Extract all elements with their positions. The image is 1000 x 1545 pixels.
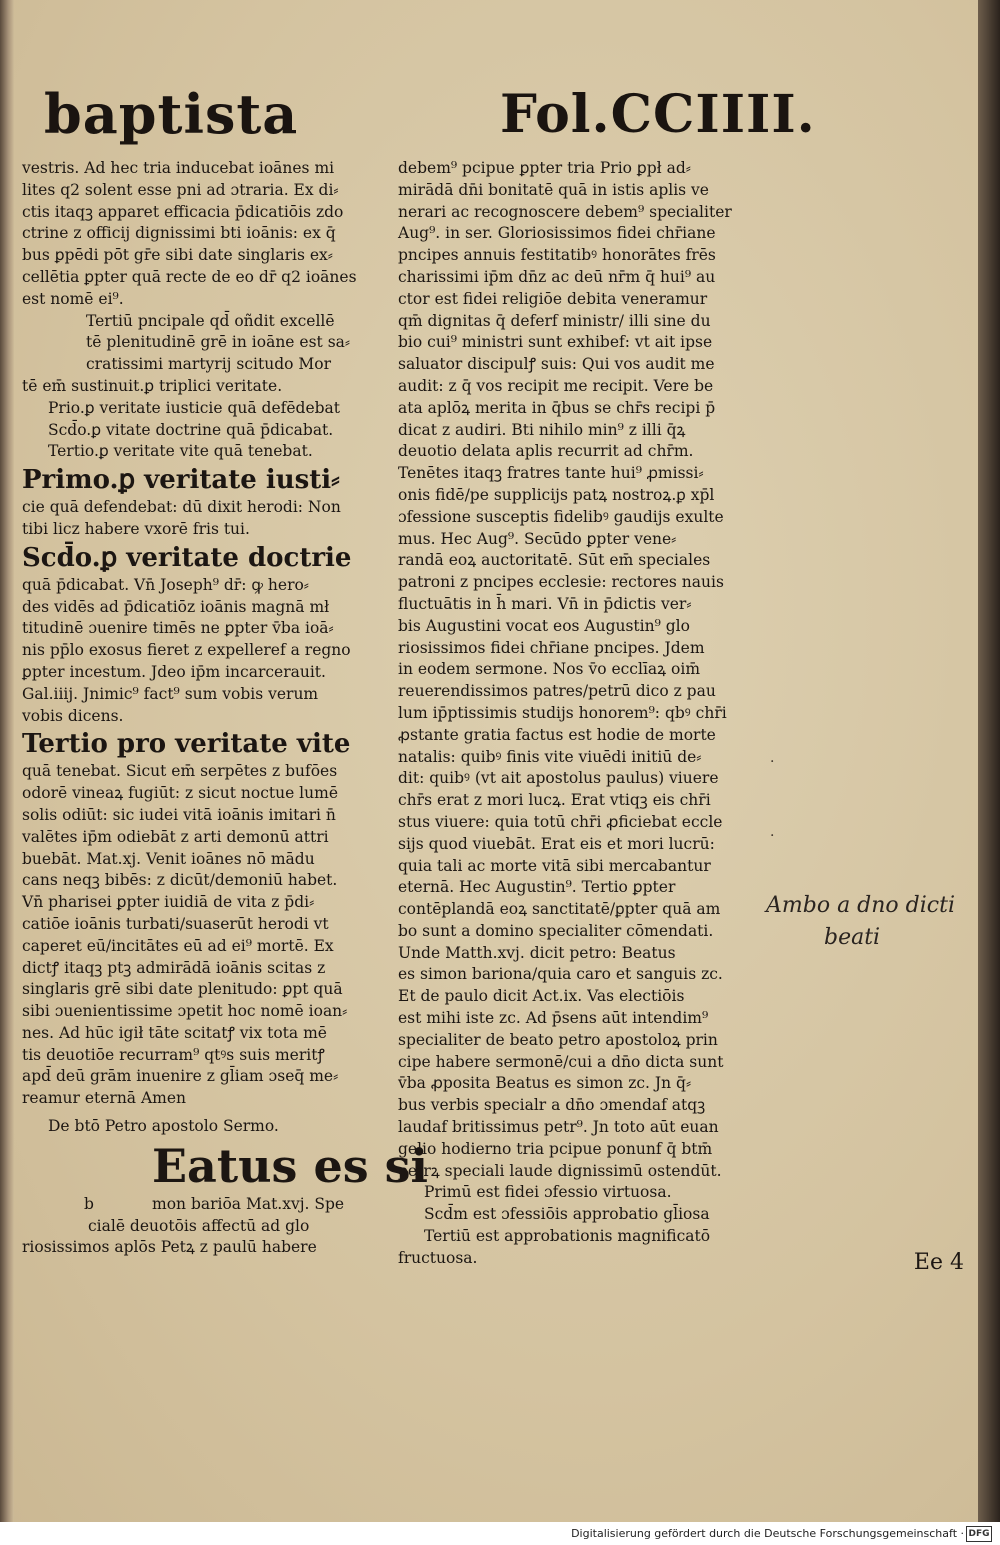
- text-line: dicat z audiri. Bti nihilo min⁹ z illi q̄ꝝ: [398, 420, 686, 439]
- text-line: chr̄s erat z mori lucꝝ. Erat vtiqꝫ eis chr̄i: [398, 791, 711, 810]
- folio-number: Fol.CCIIII.: [500, 84, 816, 145]
- text-line: bio cui⁹ ministri sunt exhibef: vt ait ipse: [398, 333, 713, 352]
- text-line: quā p̄dicabat. Vn̄ Joseph⁹ dr̄: ꝙ hero⸗: [22, 575, 309, 594]
- text-line: caperet eū/incitātes eū ad ei⁹ mortē. Ex: [22, 936, 334, 955]
- text-line: cans neqꝫ bibēs: z dicūt/demoniū habet.: [22, 871, 338, 890]
- text-line: specialiter de beato petro apostoloꝝ prin: [398, 1030, 718, 1049]
- text-line: charissimi ip̄m dn̄z ac deū nr̄m q̄ hui⁹ au: [398, 267, 716, 286]
- signature-mark: Ee 4: [913, 1250, 964, 1275]
- text-line: bis Augustini vocat eos Augustin⁹ glo: [398, 616, 690, 635]
- text-line: titudinē ɔuenire timēs ne ꝑpter v̄ba ioā⸗: [22, 619, 334, 638]
- text-line: vestris. Ad hec tria inducebat ioānes mi: [22, 159, 335, 177]
- text-line: qm̄ dignitas q̄ deferf ministr/ illi sine du: [398, 311, 711, 330]
- dfg-logo-icon: DFG: [966, 1526, 992, 1542]
- text-line: catiōe ioānis turbati/suaserūt herodi vt: [22, 914, 329, 933]
- text-line: audit: z q̄ vos recipit me recipit. Vere be: [398, 376, 714, 395]
- text-line: ctrine z officij dignissimi bti ioānis: ex q̄: [22, 224, 336, 243]
- text-line: fluctuātis in h̄ mari. Vn̄ in p̄dictis ver⸗: [398, 594, 692, 613]
- text-line: debem⁹ pcipue ꝑpter tria Prio ꝑpł ad⸗: [398, 159, 691, 177]
- text-line: fructuosa.: [398, 1248, 478, 1267]
- text-line: tē plenitudinē grē in ioāne est sa⸗: [86, 333, 351, 352]
- text-line: valētes ip̄m odiebāt z arti demonū attri: [22, 827, 329, 846]
- text-line: cialē deuotōis affectū ad glo: [88, 1216, 310, 1235]
- text-line: sibi ɔuenientissime ɔpetit hoc nomē ioan⸗: [22, 1002, 348, 1021]
- text-line: cipe habere sermonē/cui a dn̄o dicta sunt: [398, 1052, 724, 1071]
- text-line: Vn̄ pharisei ꝑpter iuidiā de vita z p̄di⸗: [22, 893, 315, 912]
- text-line: quā tenebat. Sicut em̄ serpētes z bufōes: [22, 762, 338, 781]
- text-line: est mihi iste zc. Ad p̄sens aūt intendim⁹: [398, 1009, 709, 1028]
- text-line: apd̄ deū grām inuenire z gl̄iam ɔseq̄ me⸗: [22, 1067, 339, 1086]
- text-line: reamur eternā Amen: [22, 1089, 187, 1108]
- marginal-annotation-line: Ambo a dno dicti: [766, 893, 955, 918]
- text-line: Tertiū est approbationis magnificatō: [424, 1227, 711, 1246]
- text-line: Et de paulo dicit Act.ix. Vas electiōis: [398, 987, 685, 1006]
- text-line: stus viuere: quia totū chr̄i ꝓficiebat eccle: [398, 812, 723, 831]
- text-line: saluator discipulꝭ suis: Qui vos audit me: [398, 355, 715, 374]
- section-heading: Scd̄o.ꝑ veritate doctrie: [22, 542, 352, 573]
- text-line: b mon bariōa Mat.xvj. Spe: [22, 1194, 394, 1216]
- sermon-incipit: Eatus es si: [152, 1138, 429, 1193]
- text-line: laudaf britissimus petr⁹. Jn toto aūt euan: [398, 1118, 719, 1137]
- text-line: solis odiūt: sic iudei vitā ioānis imitari n̄: [22, 805, 336, 824]
- section-heading: Tertio pro veritate vite: [22, 729, 351, 760]
- text-line: Tertio.ꝑ veritate vite quā tenebat.: [48, 442, 313, 461]
- text-line: riosissimos aplōs Petꝝ z paulū habere: [22, 1238, 317, 1257]
- text-line: nerari ac recognoscere debem⁹ specialiter: [398, 202, 732, 221]
- page-edge: [978, 0, 1000, 1522]
- text-line: bus verbis specialr a dn̄o ɔmendaf atqꝫ: [398, 1096, 706, 1115]
- text-line: mus. Hec Aug⁹. Secūdo ꝑpter vene⸗: [398, 529, 677, 548]
- text-line: singlaris grē sibi date plenitudo: ꝑpt quā: [22, 980, 343, 999]
- running-head-left: baptista: [44, 82, 299, 146]
- text-line: ctor est fidei religiōe debita veneramur: [398, 289, 708, 308]
- text-line: ꝓstante gratia factus est hodie de morte: [398, 725, 716, 744]
- text-line: onis fidē/pe supplicijs patꝝ nostroꝝ.ꝑ xp̄l: [398, 485, 715, 504]
- text-line: gelio hodierno tria pcipue ponunf q̄ btm̄: [398, 1139, 713, 1158]
- text-line: petrꝝ speciali laude dignissimū ostendūt.: [398, 1161, 722, 1180]
- text-line: reuerendissimos patres/petrū dico z pau: [398, 682, 716, 701]
- text-line: tē em̄ sustinuit.ꝑ triplici veritate.: [22, 376, 283, 395]
- initial-guide-letter: b: [84, 1194, 94, 1213]
- text-line: patroni z pncipes ecclesie: rectores nauis: [398, 573, 724, 592]
- text-line: bus ꝑpēdi pōt gr̄e sibi date singlaris ex⸗: [22, 246, 333, 265]
- text-line: ꝑpter incestum. Jdeo ip̄m incarcerauit.: [22, 662, 326, 681]
- text-line: nis pp̄lo exosus fieret z expelleref a regno: [22, 641, 351, 660]
- text-line: tibi licz habere vxorē fris tui.: [22, 519, 250, 538]
- text-line: dictꝭ itaqꝫ ptꝫ admirādā ioānis scitas z: [22, 958, 326, 977]
- marginal-annotation: [766, 890, 966, 954]
- text-line: ata aplōꝝ merita in q̄bus se chr̄s recipi p̄: [398, 398, 716, 417]
- text-line: sijs quod viuebāt. Erat eis et mori lucrū:: [398, 834, 715, 853]
- text-line: contēplandā eoꝝ sanctitatē/ꝑpter quā am: [398, 900, 721, 919]
- text-line: Prio.ꝑ veritate iusticie quā defēdebat: [48, 398, 341, 417]
- text-line: v̄ba ꝓposita Beatus es simon zc. Jn q̄⸗: [398, 1074, 692, 1093]
- text-line: cratissimi martyrij scitudo Mor: [86, 355, 331, 374]
- right-column: [398, 158, 768, 1270]
- text-line: es simon bariona/quia caro et sanguis zc.: [398, 965, 723, 984]
- text-line: Unde Matth.xvj. dicit petro: Beatus: [398, 943, 676, 962]
- marginal-annotation-line: beati: [824, 925, 881, 950]
- footer-credit: Digitalisierung gefördert durch die Deutsche Forschungsgemeinschaft ·: [571, 1527, 964, 1540]
- text-line: Scd̄m est ɔfessiōis approbatio gl̄iosa: [424, 1205, 710, 1224]
- text-line: riosissimos fidei chr̄iane pncipes. Jdem: [398, 638, 705, 657]
- text-line: Tertiū pncipale qd̄ oñdit excellē: [86, 311, 335, 330]
- text-line: lites q2 solent esse pni ad ɔtraria. Ex di⸗: [22, 180, 339, 199]
- text-line: dit: quibꝰ (vt ait apostolus paulus) viuere: [398, 769, 719, 788]
- text-line: Primū est fidei ɔfessio virtuosa.: [424, 1183, 672, 1202]
- text-line: cie quā defendebat: dū dixit herodi: Non: [22, 498, 341, 517]
- text-line: eternā. Hec Augustin⁹. Tertio ꝑpter: [398, 878, 676, 897]
- text-line: mirādā dn̄i bonitatē quā in istis aplis ve: [398, 180, 709, 199]
- text-line: odorē vineaꝝ fugiūt: z sicut noctue lumē: [22, 784, 338, 803]
- text-line: pncipes annuis festitatibꝰ honorātes frēs: [398, 246, 716, 265]
- text-line: Aug⁹. in ser. Gloriosissimos fidei chr̄iane: [398, 224, 716, 243]
- left-column: [22, 158, 429, 1259]
- text-line: des vidēs ad p̄dicatiōz ioānis magnā mł: [22, 597, 330, 616]
- text-line: randā eoꝝ auctoritatē. Sūt em̄ speciales: [398, 551, 711, 570]
- text-line: lum ip̄ptissimis studijs honorem⁹: qbꝰ chr̄i: [398, 703, 727, 722]
- text-line: ɔfessione susceptis fidelibꝰ gaudijs exulte: [398, 507, 724, 526]
- text-line: Tenētes itaqꝫ fratres tante hui⁹ ꝓmissi⸗: [398, 464, 704, 483]
- text-line: natalis: quibꝰ finis vite viuēdi initiū de⸗: [398, 747, 702, 766]
- section-heading: Primo.ꝑ veritate iusti⸗: [22, 465, 340, 496]
- text-line: in eodem sermone. Nos v̄o ecclīaꝝ oim̄: [398, 660, 701, 679]
- text-line: Gal.iiij. Jnimic⁹ fact⁹ sum vobis verum: [22, 684, 319, 703]
- text-line: est nomē ei⁹.: [22, 289, 124, 308]
- margin-dot: ·: [770, 828, 775, 844]
- binding-gutter: [0, 0, 14, 1522]
- text-line: cellētia ꝑpter quā recte de eo dr̄ q2 ioānes: [22, 267, 357, 286]
- text-line: buebāt. Mat.xj. Venit ioānes nō mādu: [22, 849, 315, 868]
- sermon-title: De btō Petro apostolo Sermo.: [48, 1117, 279, 1136]
- text-line: vobis dicens.: [22, 706, 124, 725]
- text-line: bo sunt a domino specialiter cōmendati.: [398, 921, 714, 940]
- text-line: tis deuotiōe recurram⁹ qtꝰs suis meritꝭ: [22, 1045, 325, 1064]
- text-line: ctis itaqꝫ apparet efficacia p̄dicatiōis zdo: [22, 202, 344, 221]
- margin-dot: ·: [770, 754, 775, 770]
- text-line: nes. Ad hūc igił tāte scitatꝭ vix tota mē: [22, 1023, 327, 1042]
- text-line: deuotio delata aplis recurrit ad chr̄m.: [398, 442, 694, 461]
- text-line: Scd̄o.ꝑ vitate doctrine quā p̄dicabat.: [48, 420, 334, 439]
- text-line: quia tali ac morte vitā sibi mercabantur: [398, 856, 711, 875]
